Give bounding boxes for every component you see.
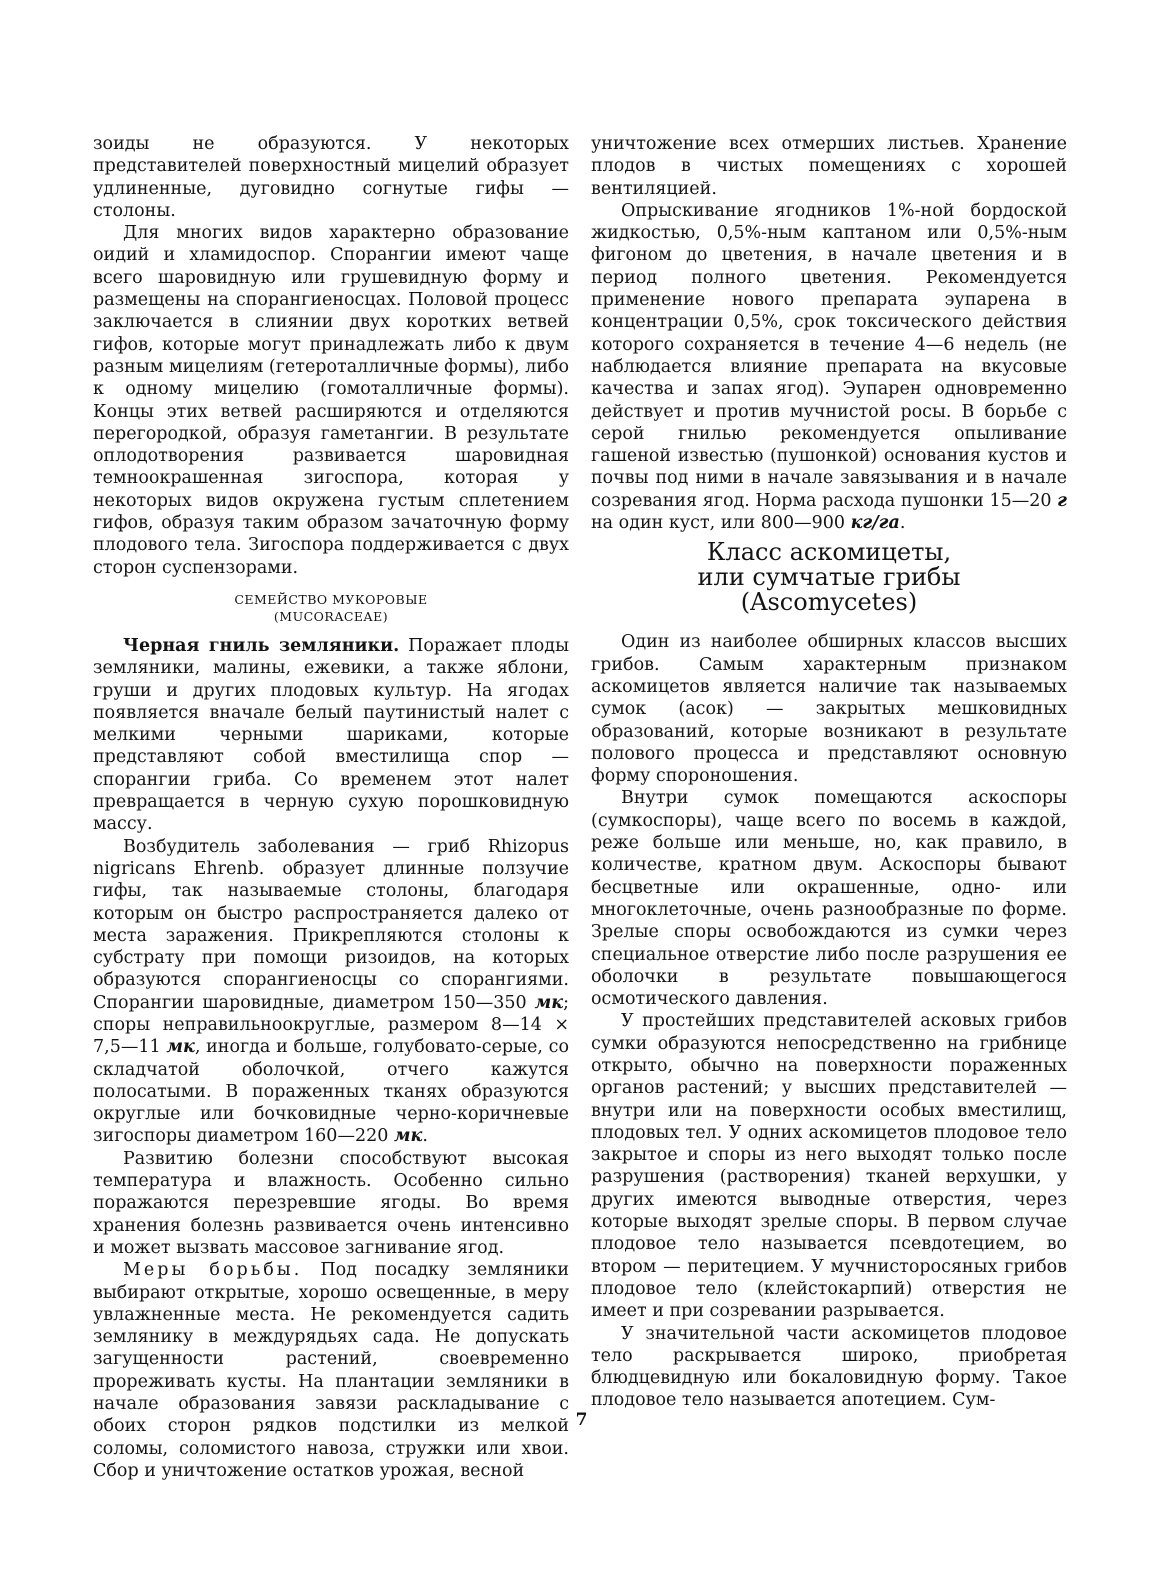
family-heading-line: (MUCORACEAE) xyxy=(273,608,389,624)
unit: мк xyxy=(534,992,564,1013)
disease-name: Черная гниль земляники. xyxy=(123,635,400,656)
paragraph: Для многих видов характерно образование оидий и хламидоспор. Спорангии имеют чаще всего шаровидную или грушевидную форму и размещены на спорангиеносцах. Половой процесс заключается в слиянии двух коротких ветвей гифов, которые могут принадлежать либо к двум разным мицелиям (гетероталличные формы), либо к одному мицелию (гомоталличные формы). Концы этих ветвей расширяются и отделяются перегородкой, образуя гаметангии. В результате оплодотворения развивается шаровидная темноокрашенная зигоспора, которая у некоторых видов окружена густым сплетением гифов, образуя таким образом зачаточную форму плодового тела. Зигоспора поддерживается с двух сторон суспензорами. xyxy=(93,223,569,578)
paragraph-text: Под посадку земляники выбирают открытые, хорошо освещенные, в меру увлажненные места. Не рекомендуется садить землянику в междурядьях сада. Не допускать загущенности растений, своевременно прореживать кусты. На плантации земляники в начале образования завязи раскладывание с обоих сторон рядков подстилки из мелкой соломы, соломистого навоза, стружки или хвои. Сбор и уничтожение остатков урожая, весной xyxy=(93,1260,569,1481)
class-heading-line: Класс аскомицеты, xyxy=(706,538,952,567)
paragraph: У значительной части аскомицетов плодовое тело раскрывается широко, приобретая блюдцевидную или бокаловидную форму. Такое плодовое тело называется апотецием. Сум- xyxy=(591,1323,1067,1411)
paragraph: Один из наиболее обширных классов высших грибов. Самым характерным признаком аскомицетов является наличие так называемых сумок (асок) — закрытых мешковидных образований, которые возникают в результате полового процесса и представляют основную форму спороношения. xyxy=(591,632,1067,787)
paragraph: У простейших представителей асковых грибов сумки образуются непосредственно на грибнице открыто, обычно на поверхности пораженных органов растений; у высших представителей — внутри или на поверхности особых вместилищ, плодовых тел. У одних аскомицетов плодовое тело закрытое и споры из него выходят только после разрушения (растворения) тканей верхушки, у других имеются выводные отверстия, через которые выходят зрелые споры. В первом случае плодовое тело называется псевдотецием, во втором — перитецием. У мучнисторосяных грибов плодовое тело (клейстокарпий) отверстия не имеет и при созревании разрывается. xyxy=(591,1011,1067,1322)
paragraph xyxy=(93,1259,569,1482)
paragraph-text: . xyxy=(899,513,906,534)
paragraph xyxy=(93,635,569,836)
paragraph-text: Опрыскивание ягодников 1%-ной бордоской жидкостью, 0,5%-ным каптаном или 0,5%-ным фигоном до цветения, в начале цветения и в период полного цветения. Рекомендуется применение нового препарата эупарена в концентрации 0,5%, срок токсического действия которого сохраняется в течение 4—6 недель (не наблюдается влияние препарата на вкусовые качества и запах ягод). Эупарен одновременно действует и против мучнистой росы. В борьбе с серой гнилью рекомендуется опыливание гашеной известью (пушонкой) основания кустов и почвы под ними в начале завязывания и в начале созревания ягод. Норма расхода пушонки 15—20 xyxy=(591,200,1067,511)
paragraph-text: Возбудитель заболевания — гриб Rhizopus nigricans Ehrenb. образует длинные ползучие гифы, так называемые столоны, благодаря которым он быстро распространяется далеко от места заражения. Прикрепляются столоны к субстрату при помощи ризоидов, на которых образуются спорангиеносцы со спорангиями. Спорангии шаровидные, диаметром 150—350 xyxy=(93,836,569,1013)
paragraph-text: ; споры неправильноокруглые, размером 8—14 × 7,5—11 xyxy=(93,992,569,1058)
left-column xyxy=(93,133,569,1482)
right-column xyxy=(591,133,1067,1412)
family-heading-line: СЕМЕЙСТВО МУКОРОВЫЕ xyxy=(234,591,428,607)
page-number: 7 xyxy=(575,1410,588,1430)
paragraph-text: Поражает плоды земляники, малины, ежевики, а также яблони, груши и других плодовых культур. На ягодах появляется вначале белый паутинистый налет с мелкими черными шариками, которые представляют собой вместилища спор — спорангии гриба. Со временем этот налет превращается в черную сухую порошковидную массу. xyxy=(93,635,569,835)
class-heading-line: (Ascomycetes) xyxy=(740,588,918,617)
paragraph-text: на один куст, или 800—900 xyxy=(591,513,851,534)
unit: кг/га xyxy=(850,513,900,534)
paragraph xyxy=(93,836,569,1148)
class-heading xyxy=(591,540,1067,615)
control-measures-label: Меры борьбы. xyxy=(123,1260,303,1281)
family-heading xyxy=(93,591,569,625)
unit: мк xyxy=(393,1126,423,1147)
paragraph: уничтожение всех отмерших листьев. Хранение плодов в чистых помещениях с хорошей вентиляцией. xyxy=(591,134,1067,199)
paragraph: зоиды не образуются. У некоторых представителей поверхностный мицелий образует удлиненные, дуговидно согнутые гифы — столоны. xyxy=(93,134,569,221)
unit: г xyxy=(1057,490,1067,511)
paragraph-text: , иногда и больше, голубовато-серые, со складчатой оболочкой, отчего кажутся полосатыми. В пораженных тканях образуются округлые или бочковидные черно-коричневые зигоспоры диаметром 160—220 xyxy=(93,1037,569,1147)
paragraph: Развитию болезни способствуют высокая температура и влажность. Особенно сильно поражаются перезревшие ягоды. Во время хранения болезнь развивается очень интенсивно и может вызвать массовое загнивание ягод. xyxy=(93,1148,569,1258)
paragraph: Внутри сумок помещаются аскоспоры (сумкоспоры), чаще всего по восемь в каждой, реже больше или меньше, но, как правило, в количестве, кратном двум. Аскоспоры бывают бесцветные или окрашенные, одно- или многоклеточные, очень разнообразные по форме. Зрелые споры освобождаются из сумки через специальное отверстие либо после разрушения ее оболочки в результате повышающегося осмотического давления. xyxy=(591,788,1067,1010)
class-heading-line: или сумчатые грибы xyxy=(697,563,961,592)
paragraph-text: . xyxy=(422,1126,428,1147)
unit: мк xyxy=(166,1037,195,1058)
paragraph xyxy=(591,200,1067,534)
